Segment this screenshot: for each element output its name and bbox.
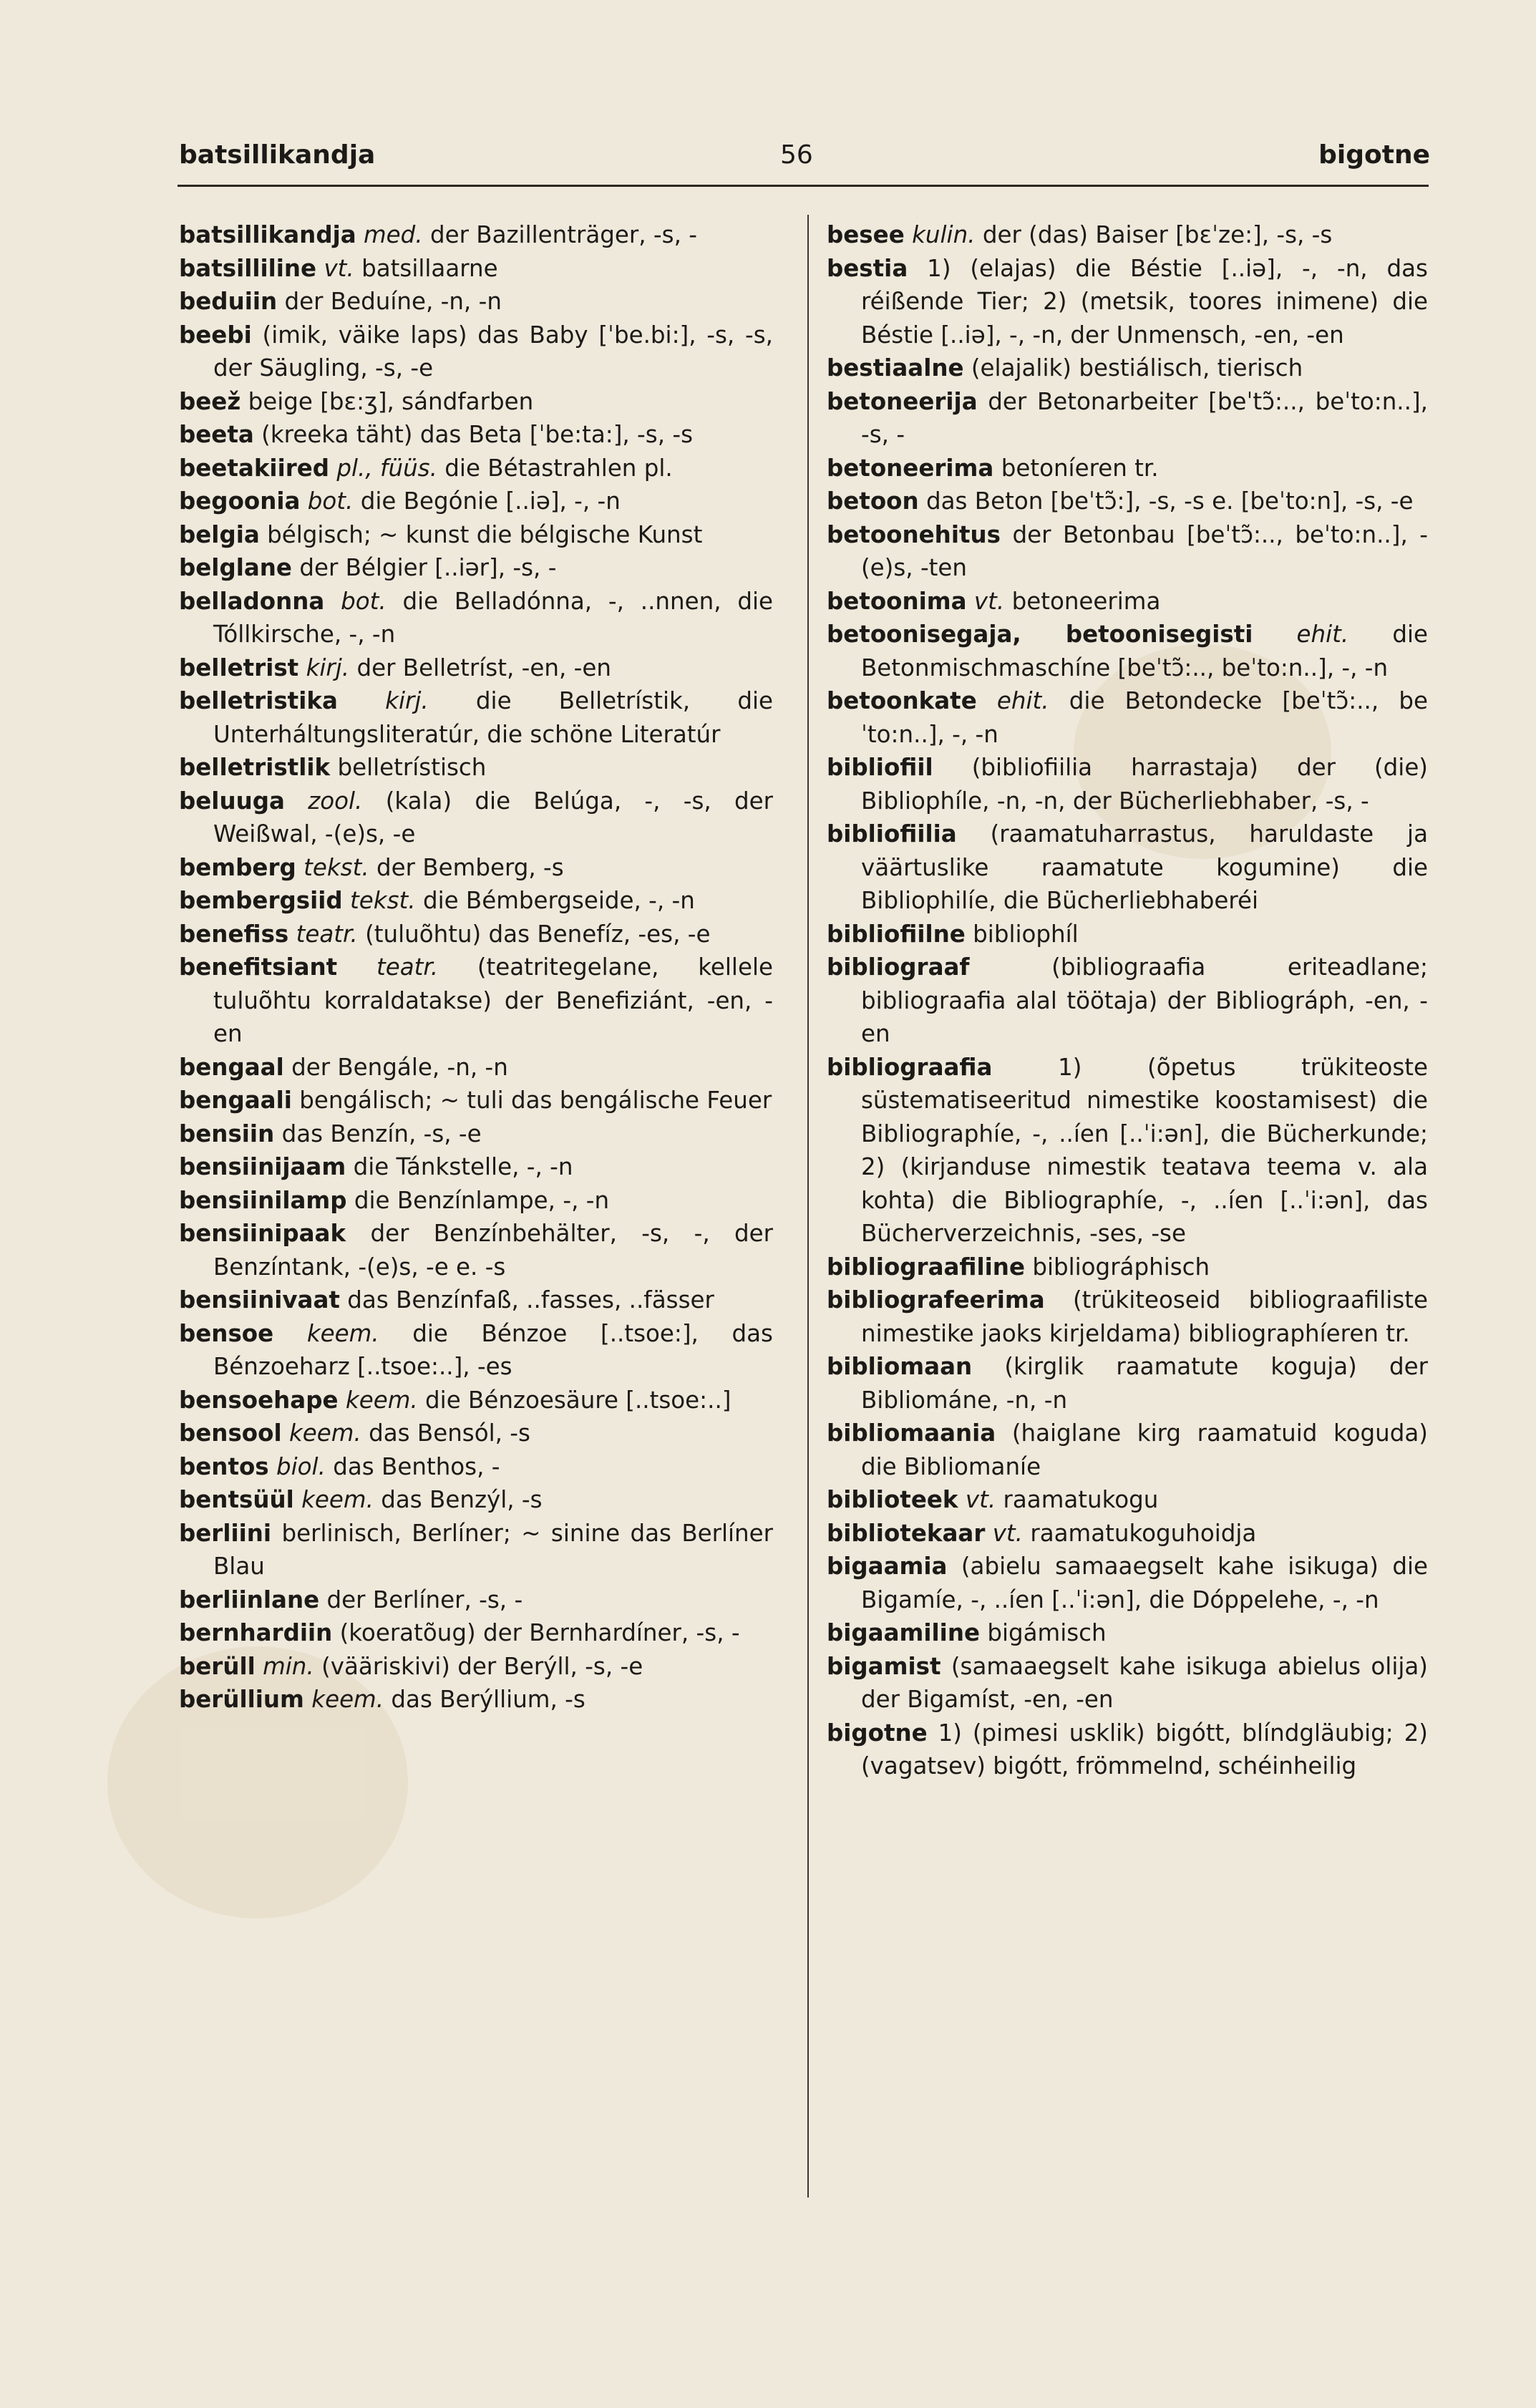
entry-label: min. xyxy=(263,1652,314,1680)
entry-definition: die Bénzoesäure [..tsoe:..] xyxy=(425,1386,731,1414)
column-divider xyxy=(807,215,809,2198)
entry-label: keem. xyxy=(345,1386,418,1414)
entry-headword: batsilliline xyxy=(179,254,317,282)
header-rule xyxy=(178,185,1429,187)
dictionary-entry xyxy=(827,751,1428,817)
dictionary-entry xyxy=(827,252,1428,352)
dictionary-entry xyxy=(827,1616,1428,1650)
dictionary-entry xyxy=(179,218,773,252)
entry-label: kirj. xyxy=(306,654,350,681)
entry-definition: das Bensól, -s xyxy=(369,1419,530,1447)
dictionary-entry xyxy=(827,452,1428,485)
entry-headword: betoonehitus xyxy=(827,520,1001,548)
dictionary-entry xyxy=(179,1283,773,1317)
entry-definition: der (das) Baiser [bɛˈze:], -s, -s xyxy=(982,221,1333,248)
entry-definition: (kirglik raamatute koguja) der Bibliománe, -n, -n xyxy=(861,1353,1428,1414)
entry-definition: (kala) die Belúga, -, -s, der Weißwal, -(e)s, -e xyxy=(213,787,773,848)
entry-label: keem. xyxy=(288,1419,361,1447)
dictionary-entry xyxy=(827,918,1428,951)
entry-label: kirj. xyxy=(385,687,429,714)
entry-headword: bibliomaania xyxy=(827,1419,996,1447)
dictionary-entry xyxy=(179,1150,773,1184)
entry-headword: bibliografeerima xyxy=(827,1286,1045,1314)
entry-headword: beeta xyxy=(179,421,254,448)
entry-label: vt. xyxy=(973,587,1005,615)
left-column xyxy=(179,218,773,1717)
dictionary-entry xyxy=(827,1650,1428,1717)
entry-definition: (haiglane kirg raamatuid koguda) die Bibliomaníe xyxy=(861,1419,1428,1480)
dictionary-entry xyxy=(179,1084,773,1117)
dictionary-entry xyxy=(179,1517,773,1583)
entry-headword: belgia xyxy=(179,520,260,548)
dictionary-entry xyxy=(827,618,1428,684)
entry-headword: bestia xyxy=(827,254,908,282)
entry-definition: 1) (elajas) die Béstie [..iə], -, -n, das réißende Tier; 2) (metsik, toores inimene) die Béstie [..iə], -, -n, der Unmensch, -en, -en xyxy=(861,254,1428,349)
dictionary-entry xyxy=(827,385,1428,452)
entry-definition: (tuluõhtu) das Benefíz, -es, -e xyxy=(365,920,711,948)
dictionary-entry xyxy=(179,1117,773,1151)
dictionary-entry xyxy=(179,1450,773,1484)
dictionary-entry xyxy=(179,1417,773,1450)
entry-label: teatr. xyxy=(296,920,358,948)
dictionary-entry xyxy=(179,585,773,651)
entry-definition: das Berýllium, -s xyxy=(391,1686,585,1713)
entry-headword: batsillikandja xyxy=(179,221,356,248)
entry-headword: bensiin xyxy=(179,1120,275,1147)
entry-headword: bigaamia xyxy=(827,1553,948,1580)
dictionary-entry xyxy=(827,951,1428,1051)
entry-definition: der Betonbau [beˈtɔ̃:.., beˈto:n..], -(e)s, -ten xyxy=(861,520,1428,581)
entry-definition: beige [bɛ:ʒ], sándfarben xyxy=(248,387,534,415)
entry-headword: bensiinijaam xyxy=(179,1153,346,1180)
entry-label: keem. xyxy=(301,1486,374,1513)
entry-definition: die Belladónna, -, ..nnen, die Tóllkirsche, -, -n xyxy=(213,587,773,648)
entry-definition: die Betondecke [beˈtɔ̃:.., beˈto:n..], -, -n xyxy=(861,687,1428,748)
entry-definition: (imik, väike laps) das Baby [ˈbe.bi:], -s, -s, der Säugling, -s, -e xyxy=(213,321,773,382)
entry-definition: die Bétastrahlen pl. xyxy=(444,454,673,482)
entry-definition: (kreeka täht) das Beta [ˈbe:ta:], -s, -s xyxy=(261,421,694,448)
dictionary-entry xyxy=(827,351,1428,385)
entry-definition: der Bélgier [..iər], -s, - xyxy=(299,554,557,581)
dictionary-entry xyxy=(827,485,1428,518)
entry-headword: betoonisegaja, betoonisegisti xyxy=(827,621,1253,648)
entry-headword: berüllium xyxy=(179,1686,304,1713)
dictionary-entry xyxy=(827,1251,1428,1284)
entry-label: keem. xyxy=(311,1686,384,1713)
entry-label: bot. xyxy=(341,587,387,615)
dictionary-entry xyxy=(827,1550,1428,1616)
entry-headword: bengaal xyxy=(179,1053,284,1081)
entry-definition: (samaaegselt kahe isikuga abielus olija) der Bigamíst, -en, -en xyxy=(861,1652,1428,1713)
dictionary-entry xyxy=(179,684,773,751)
entry-definition: die Begónie [..iə], -, -n xyxy=(360,487,621,515)
entry-headword: begoonia xyxy=(179,487,301,515)
entry-headword: belletrist xyxy=(179,654,299,681)
entry-headword: biblioteek xyxy=(827,1486,958,1513)
dictionary-entry xyxy=(179,452,773,485)
entry-definition: das Benzín, -s, -e xyxy=(281,1120,482,1147)
entry-definition: der Bengále, -n, -n xyxy=(291,1053,508,1081)
entry-headword: beetakiired xyxy=(179,454,330,482)
entry-definition: (abielu samaaegselt kahe isikuga) die Bigamíe, -, ..íen [..ˈi:ən], die Dóppelehe, -, -n xyxy=(861,1553,1428,1613)
entry-definition: bibliophíl xyxy=(973,920,1079,948)
entry-definition: die Benzínlampe, -, -n xyxy=(354,1186,610,1214)
dictionary-entry xyxy=(179,385,773,419)
entry-headword: bernhardiin xyxy=(179,1619,333,1646)
entry-label: vt. xyxy=(992,1519,1024,1547)
dictionary-entry xyxy=(179,518,773,552)
entry-headword: benefitsiant xyxy=(179,953,338,981)
entry-label: med. xyxy=(364,221,423,248)
dictionary-entry xyxy=(179,1051,773,1084)
dictionary-entry xyxy=(179,1683,773,1717)
dictionary-entry xyxy=(827,817,1428,918)
entry-label: biol. xyxy=(276,1452,326,1480)
entry-definition: die Belletrístik, die Unterháltungsliteratúr, die schöne Literatúr xyxy=(213,687,773,748)
dictionary-entry xyxy=(179,785,773,851)
dictionary-entry xyxy=(827,1417,1428,1483)
entry-label: pl., füüs. xyxy=(336,454,437,482)
page-number: 56 xyxy=(780,140,813,170)
entry-headword: beebi xyxy=(179,321,252,349)
entry-definition: (bibliofiilia harrastaja) der (die) Bibliophíle, -n, -n, der Bücherliebhaber, -s, - xyxy=(861,754,1428,815)
entry-label: keem. xyxy=(306,1319,379,1347)
entry-definition: (trükiteoseid bibliograafiliste nimestike jaoks kirjeldama) bibliographíeren tr. xyxy=(861,1286,1428,1347)
dictionary-entry xyxy=(179,1483,773,1517)
entry-label: vt. xyxy=(965,1486,996,1513)
entry-headword: bengaali xyxy=(179,1087,292,1114)
dictionary-entry xyxy=(179,851,773,885)
entry-definition: betoníeren tr. xyxy=(1001,454,1159,482)
entry-definition: batsillaarne xyxy=(361,254,498,282)
entry-label: ehit. xyxy=(996,687,1049,714)
dictionary-entry xyxy=(179,285,773,319)
entry-label: ehit. xyxy=(1296,621,1349,648)
entry-definition: bibliográphisch xyxy=(1032,1253,1210,1281)
dictionary-entry xyxy=(827,1350,1428,1417)
running-head-left: batsillikandja xyxy=(179,140,376,170)
entry-headword: betoneerija xyxy=(827,387,978,415)
entry-headword: bibliofiilia xyxy=(827,820,957,848)
dictionary-entry xyxy=(827,585,1428,618)
entry-definition: berlinisch, Berlíner; ~ sinine das Berlíner Blau xyxy=(213,1519,773,1580)
entry-headword: betoonima xyxy=(827,587,967,615)
entry-definition: (bibliograafia eriteadlane; bibliograafia alal töötaja) der Bibliográph, -en, -en xyxy=(861,953,1428,1047)
entry-headword: berliini xyxy=(179,1519,272,1547)
entry-headword: besee xyxy=(827,221,905,248)
entry-definition: (koeratõug) der Bernhardíner, -s, - xyxy=(339,1619,740,1646)
entry-definition: das Benzýl, -s xyxy=(381,1486,543,1513)
entry-headword: bensoe xyxy=(179,1319,274,1347)
entry-headword: bibliofiil xyxy=(827,754,933,781)
entry-label: vt. xyxy=(324,254,354,282)
entry-definition: (raamatuharrastus, haruldaste ja väärtuslike raamatute kogumine) die Bibliophilíe, die Bücherliebhaberéi xyxy=(861,820,1428,914)
entry-headword: beež xyxy=(179,387,241,415)
entry-headword: beduiin xyxy=(179,288,278,315)
entry-label: tekst. xyxy=(303,853,369,881)
entry-definition: raamatukogu xyxy=(1003,1486,1159,1513)
entry-label: tekst. xyxy=(350,887,416,914)
entry-headword: bigaamiline xyxy=(827,1619,980,1646)
entry-definition: die Betonmischmaschíne [beˈtɔ̃:.., beˈto:n..], -, -n xyxy=(861,621,1428,681)
entry-definition: das Beton [beˈtɔ̃:], -s, -s e. [beˈto:n], -s, -e xyxy=(925,487,1414,515)
dictionary-entry xyxy=(179,319,773,385)
entry-headword: berliinlane xyxy=(179,1586,320,1613)
entry-definition: das Benthos, - xyxy=(333,1452,500,1480)
entry-definition: betoneerima xyxy=(1011,587,1161,615)
entry-headword: bensoehape xyxy=(179,1386,339,1414)
entry-definition: der Benzínbehälter, -s, -, der Benzíntank, -(e)s, -e e. -s xyxy=(213,1220,773,1281)
dictionary-entry xyxy=(827,218,1428,252)
entry-headword: belletristlik xyxy=(179,754,331,781)
entry-definition: bigámisch xyxy=(987,1619,1107,1646)
entry-label: kulin. xyxy=(912,221,976,248)
entry-headword: bensiinivaat xyxy=(179,1286,340,1314)
entry-definition: (elajalik) bestiálisch, tierisch xyxy=(971,354,1303,382)
dictionary-entry xyxy=(179,1217,773,1283)
right-column xyxy=(827,218,1428,1783)
entry-definition: 1) (õpetus trükiteoste süstematiseeritud nimestike koostamisest) die Bibliographíe, -, ..íen [..ˈi:ən], die Bücherkunde; 2) (kirjanduse nimestik teatava teema v. ala kohta) die Bibliographíe, -, ..íen [..ˈi:ən], das Bücherverzeichnis, -ses, -se xyxy=(861,1053,1428,1247)
entry-definition: raamatukoguhoidja xyxy=(1030,1519,1257,1547)
entry-definition: 1) (pimesi usklik) bigótt, blíndgläubig; 2) (vagatsev) bigótt, frömmelnd, schéinheilig xyxy=(861,1719,1428,1780)
dictionary-entry xyxy=(179,551,773,585)
entry-headword: bibliomaan xyxy=(827,1353,973,1380)
entry-headword: bemberg xyxy=(179,853,296,881)
dictionary-entry xyxy=(827,518,1428,585)
entry-definition: (teatritegelane, kellele tuluõhtu korraldatakse) der Benefiziánt, -en, -en xyxy=(213,953,773,1047)
entry-definition: (vääriskivi) der Berýll, -s, -e xyxy=(321,1652,643,1680)
entry-label: zool. xyxy=(308,787,363,815)
entry-headword: betoonkate xyxy=(827,687,977,714)
entry-definition: bengálisch; ~ tuli das bengálische Feuer xyxy=(299,1087,772,1114)
entry-headword: bestiaalne xyxy=(827,354,964,382)
entry-definition: das Benzínfaß, ..fasses, ..fässer xyxy=(347,1286,714,1314)
entry-headword: bensiinipaak xyxy=(179,1220,346,1247)
dictionary-entry xyxy=(179,951,773,1051)
dictionary-entry xyxy=(179,485,773,518)
entry-headword: bibliotekaar xyxy=(827,1519,986,1547)
entry-headword: bibliograafiline xyxy=(827,1253,1025,1281)
entry-headword: beluuga xyxy=(179,787,285,815)
entry-definition: der Berlíner, -s, - xyxy=(326,1586,523,1613)
entry-definition: bélgisch; ~ kunst die bélgische Kunst xyxy=(267,520,703,548)
entry-definition: der Bemberg, -s xyxy=(376,853,564,881)
entry-headword: bibliofiilne xyxy=(827,920,966,948)
dictionary-entry xyxy=(827,684,1428,751)
dictionary-entry xyxy=(179,1583,773,1617)
dictionary-entry xyxy=(179,1384,773,1417)
dictionary-entry xyxy=(179,751,773,785)
entry-definition: die Tánkstelle, -, -n xyxy=(353,1153,573,1180)
dictionary-entry xyxy=(179,1616,773,1650)
entry-headword: berüll xyxy=(179,1652,256,1680)
entry-label: bot. xyxy=(307,487,354,515)
entry-headword: bensool xyxy=(179,1419,282,1447)
entry-headword: bibliograaf xyxy=(827,953,970,981)
entry-definition: der Bazillenträger, -s, - xyxy=(429,221,697,248)
entry-headword: benefiss xyxy=(179,920,289,948)
entry-headword: bigamist xyxy=(827,1652,941,1680)
entry-label: teatr. xyxy=(376,953,439,981)
entry-definition: der Beduíne, -n, -n xyxy=(284,288,502,315)
entry-headword: belletristika xyxy=(179,687,338,714)
dictionary-entry xyxy=(827,1517,1428,1550)
dictionary-entry xyxy=(179,252,773,286)
entry-headword: belglane xyxy=(179,554,292,581)
entry-definition: der Belletríst, -en, -en xyxy=(356,654,611,681)
entry-definition: belletrístisch xyxy=(337,754,487,781)
dictionary-entry xyxy=(179,884,773,918)
running-head-right: bigotne xyxy=(1318,140,1430,170)
dictionary-entry xyxy=(827,1051,1428,1251)
dictionary-entry xyxy=(179,918,773,951)
dictionary-entry xyxy=(827,1717,1428,1783)
dictionary-entry xyxy=(179,1317,773,1384)
dictionary-entry xyxy=(179,1184,773,1218)
entry-headword: bentsüül xyxy=(179,1486,294,1513)
entry-definition: die Bénzoe [..tsoe:], das Bénzoeharz [..tsoe:..], -es xyxy=(213,1319,773,1380)
entry-headword: belladonna xyxy=(179,587,325,615)
entry-definition: der Betonarbeiter [beˈtɔ̃:.., beˈto:n..], -s, - xyxy=(861,387,1428,448)
dictionary-entry xyxy=(827,1283,1428,1350)
entry-definition: die Bémbergseide, -, -n xyxy=(422,887,695,914)
entry-headword: betoneerima xyxy=(827,454,994,482)
dictionary-entry xyxy=(179,418,773,452)
entry-headword: bibliograafia xyxy=(827,1053,993,1081)
entry-headword: bensiinilamp xyxy=(179,1186,347,1214)
entry-headword: bembergsiid xyxy=(179,887,343,914)
dictionary-entry xyxy=(179,651,773,685)
entry-headword: bentos xyxy=(179,1452,269,1480)
entry-headword: bigotne xyxy=(827,1719,928,1747)
dictionary-entry xyxy=(179,1650,773,1684)
entry-headword: betoon xyxy=(827,487,919,515)
dictionary-entry xyxy=(827,1483,1428,1517)
